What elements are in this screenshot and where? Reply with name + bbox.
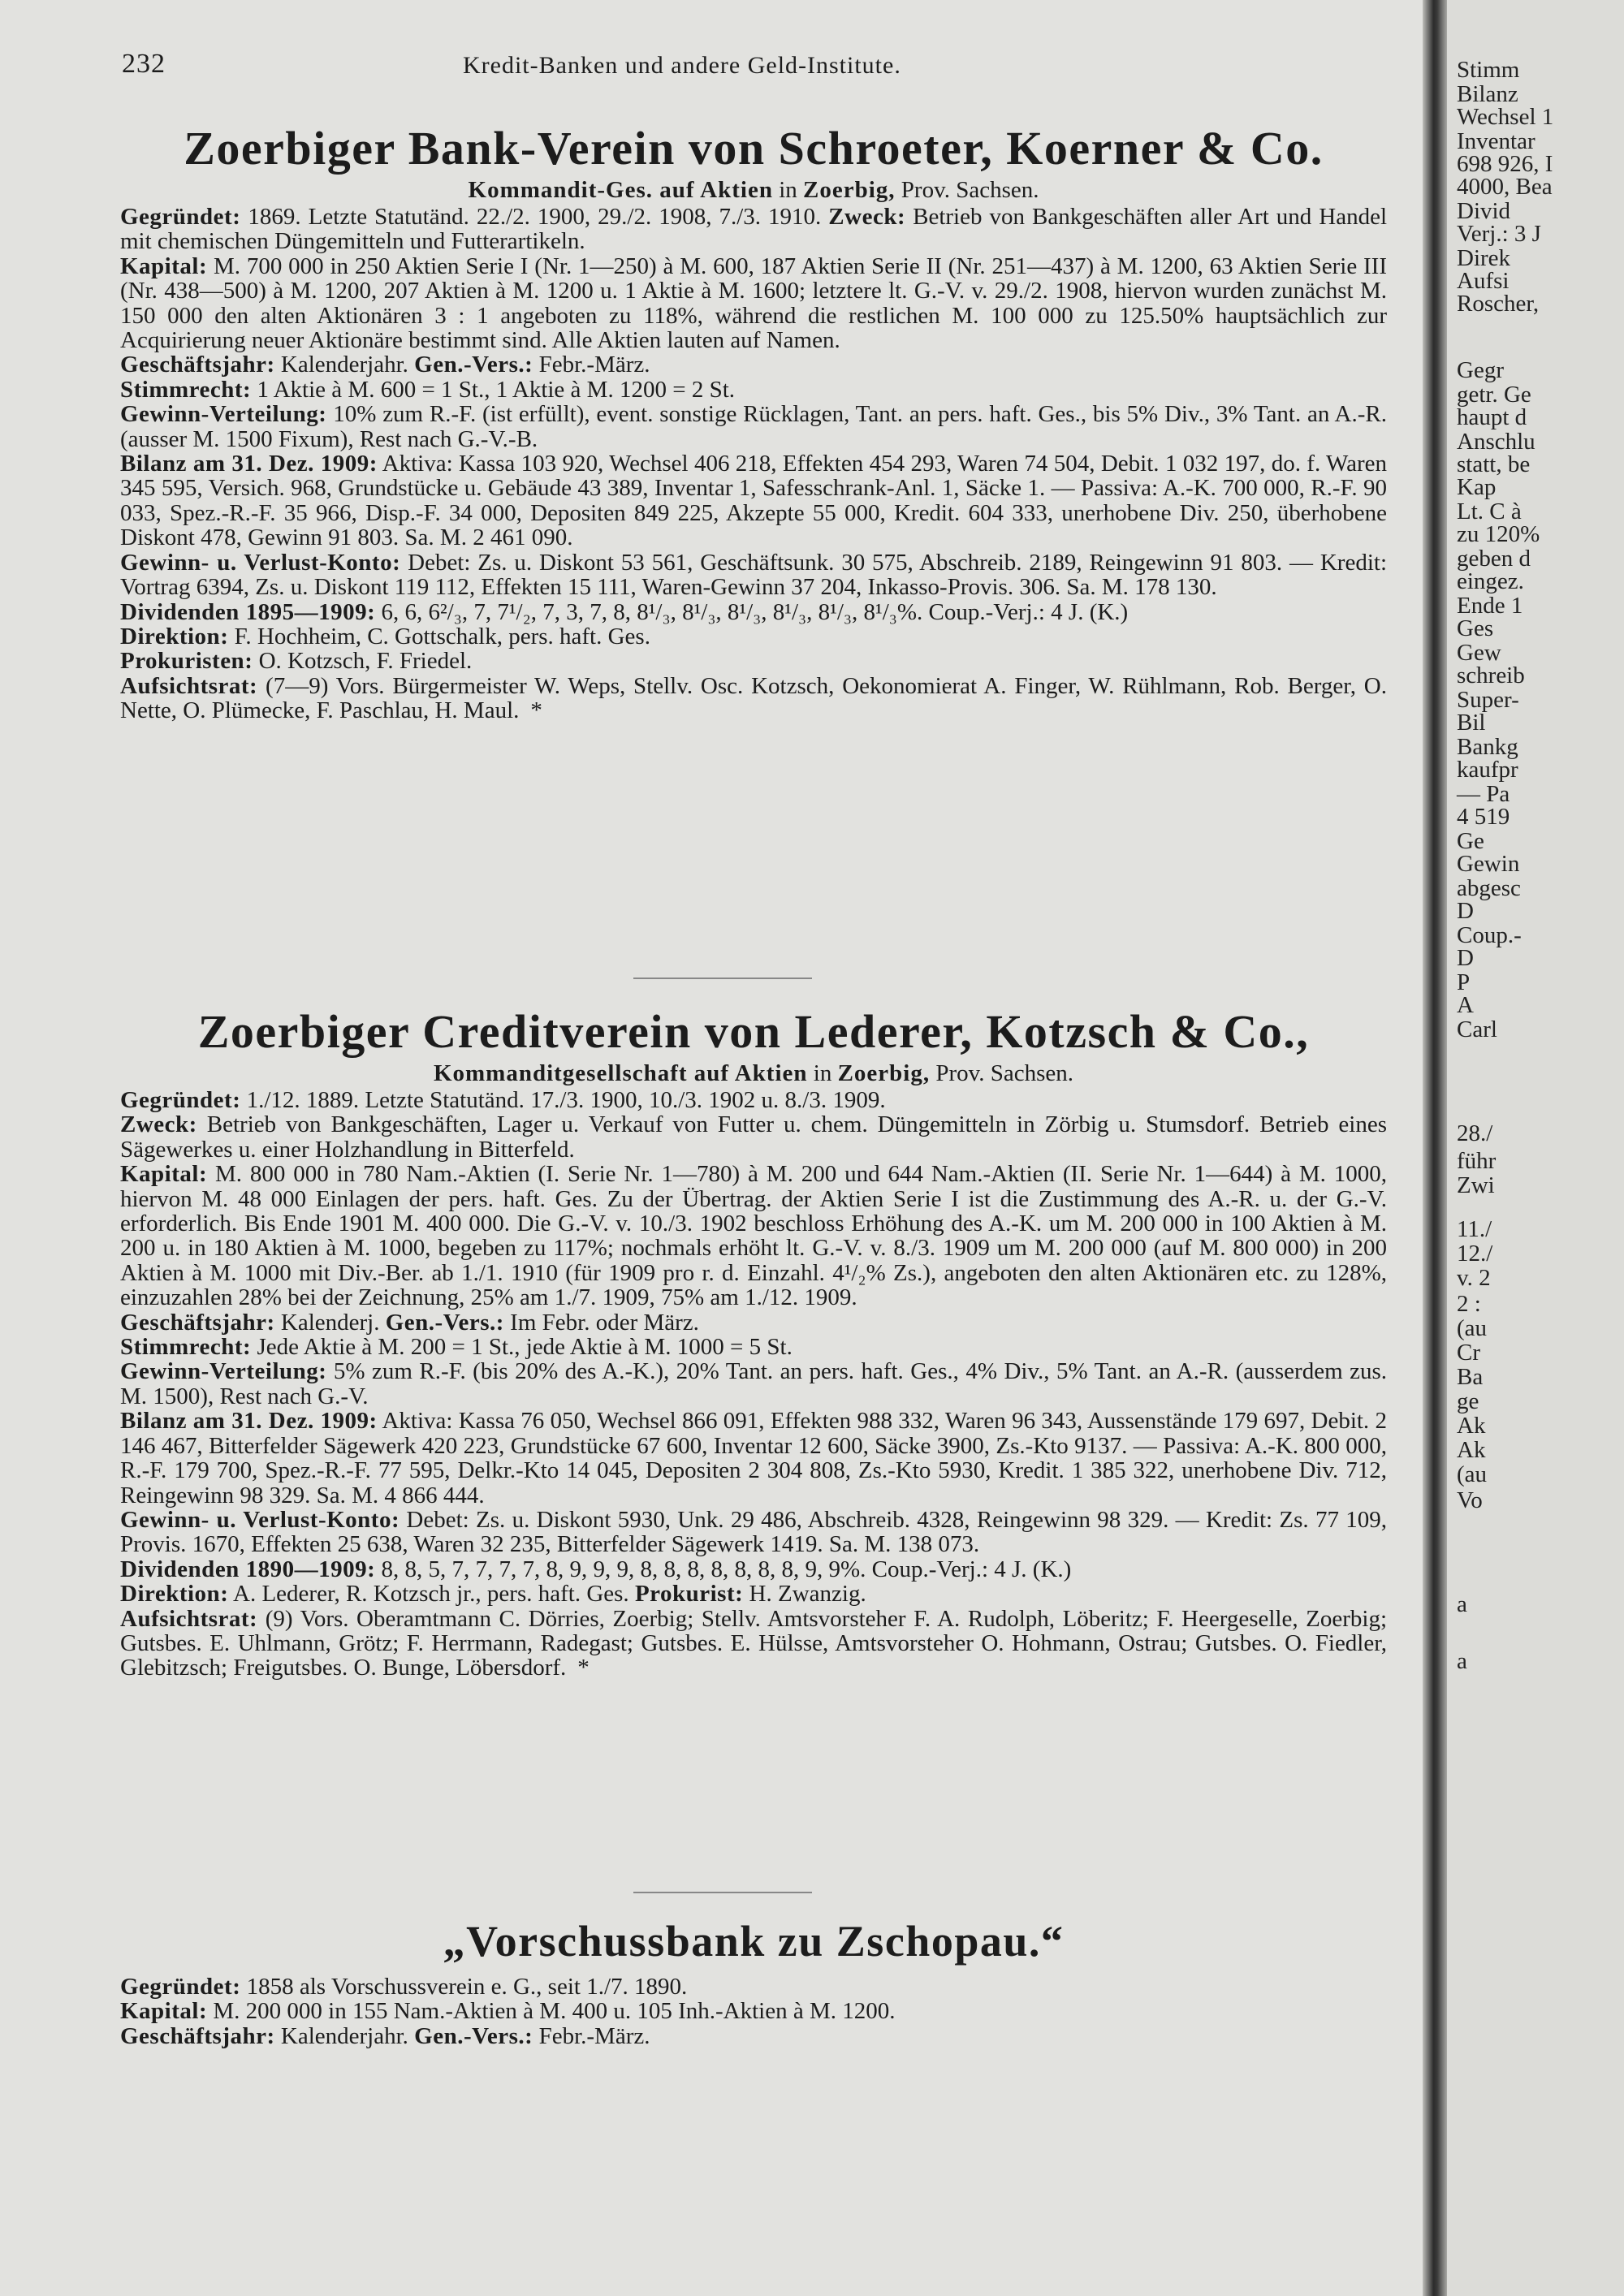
- field-label: Kapital:: [120, 1161, 208, 1188]
- adjacent-page-fragment: Lt. C à: [1457, 498, 1522, 524]
- adjacent-page-fragment: eingez.: [1457, 568, 1524, 594]
- field-text: F. Hochheim, C. Gottschalk, pers. haft. Ges.: [234, 623, 650, 650]
- entry-fields: [120, 1974, 1387, 2048]
- entry-field: [120, 649, 1387, 673]
- page-header: [122, 49, 1389, 81]
- adjacent-page-fragment: a: [1457, 1591, 1467, 1617]
- adjacent-page-fragment: kaufpr: [1457, 757, 1518, 783]
- entry-fields: [120, 1088, 1387, 1681]
- entry-field: [120, 352, 1387, 377]
- entry-field: [120, 1409, 1387, 1508]
- legal-form: Kommandit-Ges. auf Aktien: [468, 177, 773, 203]
- entry-field: [120, 254, 1387, 353]
- adjacent-page-fragment: ge: [1457, 1388, 1479, 1414]
- field-label: Prokurist:: [634, 1581, 744, 1608]
- field-label: Kapital:: [120, 252, 208, 279]
- field-text: 5% zum R.-F. (bis 20% des A.-K.), 20% Tant. an pers. haft. Ges., 4% Div., 5% Tant. an A.-R. (ausserdem zus. M. 1500), Rest nach G.-V.: [120, 1358, 1388, 1409]
- entry-title: Zoerbiger Creditverein von Lederer, Kotzsch & Co.,: [197, 1005, 1310, 1058]
- legal-form: Kommanditgesellschaft auf Aktien: [433, 1060, 808, 1086]
- adjacent-page-fragment: Direk: [1457, 245, 1511, 271]
- adjacent-page-fragment: Stimm: [1457, 57, 1520, 83]
- adjacent-page-fragment: Bil: [1457, 710, 1486, 736]
- entry-field: [120, 1088, 1387, 1112]
- field-label: Dividenden 1890—1909:: [120, 1556, 376, 1582]
- field-text: Kalenderjahr.: [280, 352, 408, 378]
- adjacent-page-fragment: Anschlu: [1457, 429, 1535, 455]
- adjacent-page-fragment: Gewin: [1457, 851, 1520, 877]
- adjacent-page-fragment: Ak: [1457, 1413, 1486, 1439]
- field-text: Aktiva: Kassa 103 920, Wechsel 406 218, Effekten 454 293, Waren 74 504, Debit. 1 032 197, do. f. Waren 345 595, Versich. 968, Grundstücke u. Gebäude 43 389, Inventar 1, Safesschrank-Anl. 1, Säcke 1. — Passiva: A.-K. 700 000, R.-F. 90 033, Spez.-R.-F. 35 966, Disp.-F. 34 000, Depositen 849 225, Akzepte 55 000, Kredit. 604 333, unerhobene Div. 250, überhobene Diskont 478, Gewinn 91 803. Sa. M. 2 461 090.: [120, 451, 1387, 551]
- adjacent-page-fragment: Ak: [1457, 1437, 1486, 1463]
- field-text: Im Febr. oder März.: [510, 1309, 699, 1336]
- entry-field: [120, 550, 1387, 600]
- adjacent-page-fragment: Bilanz: [1457, 81, 1518, 107]
- adjacent-page-fragment: Gegr: [1457, 357, 1504, 383]
- field-text: 6, 6, 6²/₃, 7, 7¹/₂, 7, 3, 7, 8, 8¹/₃, 8¹/₃, 8¹/₃, 8¹/₃, 8¹/₃, 8¹/₃%. Coup.-Verj.: 4 J. (K.): [381, 598, 1129, 625]
- adjacent-page-fragment: Bankg: [1457, 734, 1518, 760]
- adjacent-page-fragment: D: [1457, 945, 1474, 971]
- field-label: Gegründet:: [120, 1974, 241, 2000]
- field-label: Gegründet:: [120, 204, 241, 230]
- entry-field: [120, 1112, 1387, 1162]
- field-label: Direktion:: [120, 1581, 229, 1608]
- location: Zoerbig,: [837, 1060, 931, 1086]
- location-prefix: in: [813, 1060, 832, 1086]
- field-text: (9) Vors. Oberamtmann C. Dörries, Zoerbig; Stellv. Amtsvorsteher F. A. Rudolph, Löberitz; F. Heergeselle, Zoerbig; Gutsbes. E. Uhlmann, Grötz; F. Herrmann, Radegast; Gutsbes. E. Hülsse, Amtsvorsteher O. Hohmann, Ostrau; Gutsbes. O. Fiedler, Glebitzsch; Freigutsbes. O. Bunge, Löbersdorf.: [120, 1605, 1388, 1681]
- field-label: Aufsichtsrat:: [120, 1605, 258, 1632]
- entry-field: [120, 674, 1387, 723]
- field-label: Gen.-Vers.:: [414, 2022, 533, 2049]
- field-label: Zweck:: [120, 1111, 197, 1138]
- adjacent-page-fragment: Ba: [1457, 1364, 1484, 1390]
- adjacent-page-edge: [1447, 0, 1624, 2296]
- entry-field: [120, 1310, 1387, 1335]
- field-text: O. Kotzsch, F. Friedel.: [258, 648, 473, 675]
- adjacent-page-fragment: führ: [1457, 1148, 1497, 1174]
- region: Prov. Sachsen.: [901, 177, 1039, 203]
- entry-field: [120, 378, 1387, 402]
- adjacent-page-fragment: Roscher,: [1457, 291, 1540, 317]
- field-text: Kalenderj.: [280, 1309, 380, 1336]
- field-label: Gegründet:: [120, 1087, 241, 1113]
- entry-subtitle: [120, 175, 1387, 205]
- field-text: 1858 als Vorschussverein e. G., seit 1./7. 1890.: [246, 1974, 688, 2000]
- field-text: Febr.-März.: [538, 2022, 650, 2049]
- adjacent-page-fragment: Verj.: 3 J: [1457, 221, 1541, 247]
- location: Zoerbig,: [803, 177, 896, 203]
- entry-field: [120, 451, 1387, 550]
- entry-field: [120, 402, 1387, 451]
- separator-rule: [633, 978, 812, 979]
- field-text: M. 700 000 in 250 Aktien Serie I (Nr. 1—250) à M. 600, 187 Aktien Serie II (Nr. 251—437) à M. 1200, 63 Aktien Serie III (Nr. 438—500) à M. 1200, 207 Aktien à M. 1200 u. 1 Aktie à M. 1600; letztere lt. G.-V. v. 29./2. 1908, hiervon wurden zunächst M. 150 000 den alten Aktionären 3 : 1 angeboten zu 118%, während die restlichen M. 100 000 zu 125.50% hauptsächlich zur Acquirierung neuer Aktionäre bestimmt sind. Alle Aktien lauten auf Namen.: [120, 252, 1388, 354]
- entry-field: [120, 1557, 1387, 1582]
- adjacent-page-fragment: P: [1457, 969, 1471, 995]
- page-number: 232: [122, 49, 166, 79]
- field-text: M. 800 000 in 780 Nam.-Aktien (I. Serie Nr. 1—780) à M. 200 und 644 Nam.-Aktien (II. Serie Nr. 1—644) à M. 1000, hiervon M. 48 000 Einlagen der pers. haft. Ges. Zu der Übertrag. der Aktien Serie I ist die Zustimmung des A.-R. u. der G.-V. erforderlich. Bis Ende 1901 M. 400 000. Die G.-V. v. 10./3. 1902 beschloss Erhöhung des A.-K. um M. 200 000 in 100 Aktien à M. 200 u. in 180 Aktien à M. 1000, begeben zu 117%; nochmals erhöht lt. G.-V. v. 8./3. 1909 um M. 200 000 (auf M. 800 000) in 200 Aktien à M. 1000 mit Div.-Ber. ab 1./1. 1910 (für 1909 pro r. d. Einzahl. 4¹/₂% Zs.), angeboten den alten Aktionären etc. zu 128%, einzuzahlen 28% bei der Zeichnung, 25% am 1./7. 1909, 75% am 1./12. 1909.: [120, 1161, 1387, 1311]
- field-label: Bilanz am 31. Dez. 1909:: [120, 451, 378, 477]
- running-head: Kredit-Banken und andere Geld-Institute.: [463, 52, 901, 79]
- adjacent-page-fragment: (au: [1457, 1461, 1488, 1487]
- entry-field: [120, 1607, 1387, 1681]
- adjacent-page-fragment: getr. Ge: [1457, 382, 1531, 408]
- adjacent-page-fragment: Ges: [1457, 615, 1494, 641]
- book-gutter: [1423, 0, 1447, 2296]
- field-text: Betrieb von Bankgeschäften aller Art und Handel mit chemischen Düngemitteln und Futterartikeln.: [120, 204, 1387, 255]
- entry-field: [120, 1974, 1387, 1999]
- adjacent-page-fragment: Vo: [1457, 1487, 1483, 1513]
- entry-field: [120, 1335, 1387, 1359]
- adjacent-page-fragment: A: [1457, 992, 1474, 1018]
- entry-field: [120, 1999, 1387, 2023]
- field-text: 1 Aktie à M. 600 = 1 St., 1 Aktie à M. 1200 = 2 St.: [257, 376, 736, 403]
- field-text: A. Lederer, R. Kotzsch jr., pers. haft. Ges.: [233, 1581, 629, 1608]
- adjacent-page-fragment: a: [1457, 1648, 1467, 1674]
- adjacent-page-fragment: Aufsi: [1457, 268, 1510, 294]
- adjacent-page-fragment: Zwi: [1457, 1172, 1495, 1198]
- adjacent-page-fragment: Inventar: [1457, 128, 1535, 154]
- field-label: Gewinn-Verteilung:: [120, 401, 327, 428]
- field-label: Gewinn- u. Verlust-Konto:: [120, 1506, 400, 1533]
- adjacent-page-fragment: 11./: [1457, 1216, 1492, 1242]
- entry-fields: [120, 205, 1387, 723]
- field-label: Aufsichtsrat:: [120, 672, 258, 699]
- field-label: Stimmrecht:: [120, 1334, 252, 1361]
- field-text: Kalenderjahr.: [280, 2022, 408, 2049]
- field-text: Betrieb von Bankgeschäften, Lager u. Verkauf von Futter u. chem. Düngemitteln in Zörbig u. Stumsdorf. Betrieb eines Sägewerkes u. einer Holzhandlung in Bitterfeld.: [120, 1111, 1387, 1163]
- entry-zoerbiger-creditverein: [120, 1005, 1387, 1681]
- field-text: M. 200 000 in 155 Nam.-Aktien à M. 400 u. 105 Inh.-Aktien à M. 1200.: [213, 1998, 896, 2025]
- field-text: H. Zwanzig.: [749, 1581, 866, 1608]
- field-text: Debet: Zs. u. Diskont 5930, Unk. 29 486, Abschreib. 4328, Reingewinn 98 329. — Kredit: Zs. 77 109, Provis. 1670, Effekten 25 638, Waren 32 235, Bitterfelder Sägewerk 1419. Sa. M. 138 073.: [120, 1506, 1387, 1558]
- field-text: Aktiva: Kassa 76 050, Wechsel 866 091, Effekten 988 332, Waren 96 343, Aussenstände 179 697, Debit. 2 146 467, Bitterfelder Sägewerk 420 223, Grundstücke 67 600, Inventar 12 600, Säcke 3900, Zs.-Kto 9137. — Passiva: A.-K. 800 000, R.-F. 179 700, Spez.-R.-F. 77 595, Delkr.-Kto 14 045, Depositen 2 304 808, Zs.-Kto 5930, Kredit. 1 385 322, unerhobene Div. 712, Reingewinn 98 329. Sa. M. 4 866 444.: [120, 1408, 1387, 1508]
- field-label: Stimmrecht:: [120, 376, 252, 403]
- entry-field: [120, 1508, 1387, 1557]
- field-label: Geschäftsjahr:: [120, 1309, 275, 1336]
- footnote-mark: *: [577, 1655, 590, 1681]
- adjacent-page-fragment: 4 519: [1457, 804, 1510, 830]
- adjacent-page-fragment: 28./: [1457, 1120, 1493, 1146]
- adjacent-page-fragment: Cr: [1457, 1340, 1480, 1366]
- adjacent-page-fragment: Ge: [1457, 828, 1484, 854]
- entry-field: [120, 600, 1387, 624]
- adjacent-page-fragment: 2 :: [1457, 1291, 1481, 1317]
- field-text: (7—9) Vors. Bürgermeister W. Weps, Stellv. Osc. Kotzsch, Oekonomierat A. Finger, W. Rühlmann, Rob. Berger, O. Nette, O. Plümecke, F. Paschlau, H. Maul.: [120, 672, 1387, 724]
- field-label: Dividenden 1895—1909:: [120, 598, 376, 625]
- entry-subtitle: [120, 1059, 1387, 1088]
- adjacent-page-fragment: Coup.-: [1457, 922, 1522, 948]
- adjacent-page-fragment: abgesc: [1457, 875, 1521, 901]
- separator-rule: [633, 1892, 812, 1893]
- entry-title: „Vorschussbank zu Zschopau.“: [443, 1917, 1065, 1966]
- field-text: Jede Aktie à M. 200 = 1 St., jede Aktie à M. 1000 = 5 St.: [257, 1334, 793, 1361]
- field-text: 8, 8, 5, 7, 7, 7, 7, 8, 9, 9, 9, 8, 8, 8, 8, 8, 8, 8, 9, 9%. Coup.-Verj.: 4 J. (K.): [381, 1556, 1072, 1582]
- field-label: Geschäftsjahr:: [120, 2022, 275, 2049]
- entry-field: [120, 1582, 1387, 1606]
- entry-field: [120, 1359, 1387, 1409]
- adjacent-page-fragment: Super-: [1457, 687, 1519, 713]
- field-text: 1869. Letzte Statutänd. 22./2. 1900, 29./2. 1908, 7./3. 1910.: [248, 204, 822, 230]
- field-label: Gewinn-Verteilung:: [120, 1358, 327, 1385]
- location-prefix: in: [779, 177, 797, 203]
- adjacent-page-fragment: Carl: [1457, 1016, 1497, 1042]
- adjacent-page-fragment: 698 926, I: [1457, 151, 1553, 177]
- entry-field: [120, 1162, 1387, 1310]
- adjacent-page-fragment: zu 120%: [1457, 521, 1540, 547]
- adjacent-page-fragment: haupt d: [1457, 404, 1527, 430]
- field-label: Prokuristen:: [120, 648, 253, 675]
- adjacent-page-fragment: v. 2: [1457, 1265, 1491, 1291]
- adjacent-page-fragment: geben d: [1457, 546, 1531, 572]
- field-text: Debet: Zs. u. Diskont 53 561, Geschäftsunk. 30 575, Abschreib. 2189, Reingewinn 91 803. — Kredit: Vortrag 6394, Zs. u. Diskont 119 112, Effekten 15 111, Waren-Gewinn 37 204, Inkasso-Provis. 306. Sa. M. 178 130.: [120, 549, 1388, 601]
- adjacent-page-fragment: schreib: [1457, 662, 1525, 688]
- entry-title: Zoerbiger Bank-Verein von Schroeter, Koerner & Co.: [184, 122, 1324, 175]
- adjacent-page-fragment: Ende 1: [1457, 593, 1523, 619]
- field-text: 1./12. 1889. Letzte Statutänd. 17./3. 1900, 10./3. 1902 u. 8./3. 1909.: [246, 1087, 886, 1113]
- adjacent-page-fragment: 12./: [1457, 1241, 1493, 1267]
- field-label: Kapital:: [120, 1998, 208, 2025]
- entry-vorschussbank-zschopau: [120, 1914, 1387, 2048]
- adjacent-page-fragment: — Pa: [1457, 781, 1510, 807]
- entry-zoerbiger-bank-verein: [120, 122, 1387, 723]
- entry-field: [120, 624, 1387, 649]
- adjacent-page-fragment: Gew: [1457, 640, 1501, 666]
- entry-field: [120, 205, 1387, 254]
- footnote-mark: *: [530, 697, 542, 724]
- field-label: Bilanz am 31. Dez. 1909:: [120, 1408, 378, 1435]
- field-text: 10% zum R.-F. (ist erfüllt), event. sonstige Rücklagen, Tant. an pers. haft. Ges., bis 5% Div., 3% Tant. an A.-R. (ausser M. 1500 Fixum), Rest nach G.-V.-B.: [120, 401, 1387, 452]
- adjacent-page-fragment: Divid: [1457, 198, 1511, 224]
- entry-field: [120, 2024, 1387, 2048]
- field-label: Geschäftsjahr:: [120, 352, 275, 378]
- field-text: Febr.-März.: [538, 352, 650, 378]
- field-label: Gewinn- u. Verlust-Konto:: [120, 549, 401, 576]
- adjacent-page-fragment: Kap: [1457, 474, 1497, 500]
- adjacent-page-fragment: Wechsel 1: [1457, 104, 1554, 130]
- adjacent-page-fragment: (au: [1457, 1315, 1488, 1341]
- adjacent-page-fragment: statt, be: [1457, 451, 1531, 477]
- field-label: Gen.-Vers.:: [414, 352, 533, 378]
- field-label: Zweck:: [828, 204, 906, 230]
- field-label: Direktion:: [120, 623, 229, 650]
- field-label: Gen.-Vers.:: [385, 1309, 504, 1336]
- adjacent-page-fragment: D: [1457, 898, 1474, 924]
- region: Prov. Sachsen.: [935, 1060, 1074, 1086]
- adjacent-page-fragment: 4000, Bea: [1457, 174, 1553, 200]
